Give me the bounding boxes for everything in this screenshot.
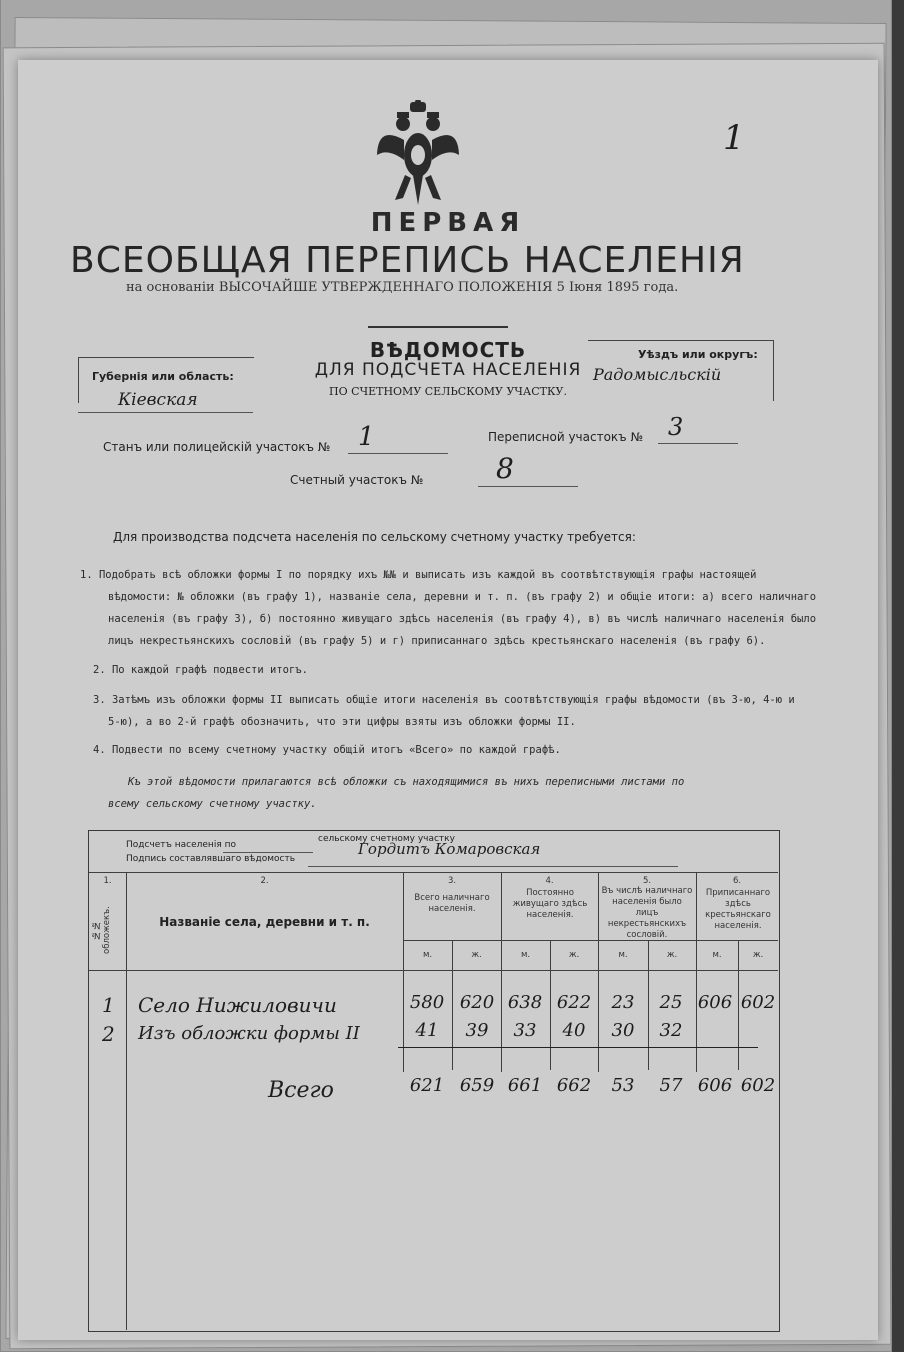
guberniya-line <box>78 412 253 413</box>
col6-header: Приписаннаго здѣсь крестьянскаго населенія. <box>705 888 771 931</box>
col2-number: 2. <box>260 876 269 886</box>
row2-col5-m: 30 <box>611 1020 635 1041</box>
col5-zh: ж. <box>666 950 678 960</box>
col-divider-2 <box>403 872 404 1072</box>
col2-header: Названіе села, деревни и т. п. <box>159 915 370 929</box>
guberniya-label: Губернія или область: <box>92 370 234 383</box>
podpis-value: Гордитъ Комаровская <box>358 840 541 858</box>
row1-col6-zh: 602 <box>740 992 776 1013</box>
row1-col3-m: 580 <box>409 992 445 1013</box>
instruction-4: 4. Подвести по всему счетному участку общій итогъ «Всего» по каждой графѣ. <box>93 744 561 756</box>
double-headed-eagle-emblem <box>373 100 463 210</box>
corner-mark: 1 <box>723 118 745 158</box>
perepisnoy-line <box>658 443 738 444</box>
total-col6-m: 606 <box>697 1075 733 1096</box>
col5-header: Въ числѣ наличнаго населенія было лицъ некрестьянскихъ сословій. <box>601 886 693 940</box>
table-header-top-line <box>89 872 778 873</box>
row2-col3-m: 41 <box>415 1020 439 1041</box>
sum-line <box>398 1047 758 1048</box>
col3-header: Всего наличнаго населенія. <box>414 893 490 914</box>
col-divider-3 <box>501 872 502 1072</box>
uezd-label: Уѣздъ или округъ: <box>638 348 758 361</box>
stan-label: Станъ или полицейскій участокъ № <box>103 440 331 454</box>
col6-m: м. <box>712 950 722 960</box>
row1-name: Село Нижиловичи <box>138 993 337 1017</box>
podschet-suffix: сельскому счетному участку <box>318 834 455 844</box>
col4-zh: ж. <box>568 950 580 960</box>
total-col4-m: 661 <box>507 1075 543 1096</box>
note-line-2: всему сельскому счетному участку. <box>108 798 317 810</box>
col4-m: м. <box>520 950 531 960</box>
instructions-heading: Для производства подсчета населенія по сельскому счетному участку требуется: <box>113 530 636 544</box>
table-header-bottom-line <box>89 970 778 971</box>
stan-value: 1 <box>358 422 375 452</box>
divider <box>368 326 508 328</box>
col4-number: 4. <box>545 876 554 886</box>
table-sex-line <box>403 940 778 941</box>
instruction-2: 2. По каждой графѣ подвести итогъ. <box>93 664 308 676</box>
total-col4-zh: 662 <box>556 1075 592 1096</box>
note-line-1: Къ этой вѣдомости прилагаются всѣ обложки съ находящимися въ нихъ переписными листами по <box>128 776 685 788</box>
col4-header: Постоянно живущаго здѣсь населенія. <box>512 888 588 920</box>
guberniya-value: Кіевская <box>118 390 198 410</box>
col5-number: 5. <box>642 876 652 886</box>
row2-number: 2 <box>102 1022 115 1046</box>
row1-col4-zh: 622 <box>556 992 592 1013</box>
row2-col3-zh: 39 <box>465 1020 489 1041</box>
basis-line: на основаніи ВЫСОЧАЙШЕ УТВЕРЖДЕННАГО ПОЛОЖЕНІЯ 5 Іюня 1895 года. <box>126 280 679 295</box>
instruction-1-line-2: вѣдомости: № обложки (въ графу 1), названіе села, деревни и т. п. (въ графу 2) и общіе итоги: а) всего наличнаго <box>108 591 817 603</box>
col3-m: м. <box>422 950 433 960</box>
vedomost-heading: ВѢДОМОСТЬ <box>369 338 527 362</box>
row1-col3-zh: 620 <box>459 992 495 1013</box>
total-col3-m: 621 <box>409 1075 445 1096</box>
schetny-value: 8 <box>496 452 514 485</box>
row1-number: 1 <box>102 993 115 1017</box>
podpis-line <box>308 866 678 867</box>
col-divider-1 <box>126 872 127 1330</box>
col3-number: 3. <box>447 876 457 886</box>
instruction-1-line-4: лицъ некрестьянскихъ сословій (въ графу 5) и г) приписаннаго здѣсь крестьянскаго населенія (въ графу 6). <box>108 635 766 647</box>
uezd-value: Радомысльскій <box>593 365 722 384</box>
po-uchastku-heading: ПО СЧЕТНОМУ СЕЛЬСКОМУ УЧАСТКУ. <box>329 385 567 398</box>
instruction-3-line-2: 5-ю), а во 2-й графѣ обозначить, что эти цифры взяты изъ обложки формы II. <box>108 716 576 728</box>
census-form-page <box>18 60 878 1340</box>
stan-line <box>348 453 448 454</box>
col6-zh: ж. <box>752 950 764 960</box>
total-col6-zh: 602 <box>740 1075 776 1096</box>
instruction-1-line-3: населенія (въ графу 3), б) постоянно живущаго здѣсь населенія (въ графу 4), в) въ числѣ наличнаго населенія было <box>108 613 817 625</box>
row2-name: Изъ обложки формы II <box>138 1023 360 1044</box>
col5-m: м. <box>618 950 628 960</box>
podschet-label: Подсчетъ населенія по <box>126 840 236 850</box>
total-label: Всего <box>268 1078 334 1103</box>
row1-col5-zh: 25 <box>659 992 683 1013</box>
row2-col4-zh: 40 <box>562 1020 586 1041</box>
col1-number: 1. <box>103 876 112 886</box>
row1-col5-m: 23 <box>611 992 635 1013</box>
col1-header: №№ обложекъ. <box>91 906 112 954</box>
total-col5-m: 53 <box>611 1075 635 1096</box>
row2-col4-m: 33 <box>513 1020 537 1041</box>
total-col3-zh: 659 <box>459 1075 495 1096</box>
col3-zh: ж. <box>471 950 482 960</box>
instruction-1-line-1: 1. Подобрать всѣ обложки формы I по порядку ихъ №№ и выписать изъ каждой въ соотвѣтствующія графы настоящей <box>80 569 757 581</box>
podschet-line <box>223 852 313 853</box>
podpis-label: Подпись составлявшаго вѣдомость <box>126 854 295 864</box>
row1-col4-m: 638 <box>507 992 543 1013</box>
heading-pervaya: ПЕРВАЯ <box>370 208 526 238</box>
schetny-line <box>478 486 578 487</box>
row1-col6-m: 606 <box>697 992 733 1013</box>
row2-col5-zh: 32 <box>659 1020 683 1041</box>
total-col5-zh: 57 <box>659 1075 683 1096</box>
col6-number: 6. <box>732 876 742 886</box>
col-divider-5 <box>696 872 697 1072</box>
dlya-podscheta-heading: ДЛЯ ПОДСЧЕТА НАСЕЛЕНІЯ <box>314 360 582 380</box>
instruction-3-line-1: 3. Затѣмъ изъ обложки формы II выписать общіе итоги населенія въ соотвѣтствующія графы вѣдомости (въ 3-ю, 4-ю и <box>93 694 795 706</box>
schetny-label: Счетный участокъ № <box>290 473 424 487</box>
perepisnoy-label: Переписной участокъ № <box>488 430 643 444</box>
col-divider-4 <box>598 872 599 1072</box>
perepisnoy-value: 3 <box>668 413 684 441</box>
census-title: ВСЕОБЩАЯ ПЕРЕПИСЬ НАСЕЛЕНІЯ <box>70 240 745 281</box>
